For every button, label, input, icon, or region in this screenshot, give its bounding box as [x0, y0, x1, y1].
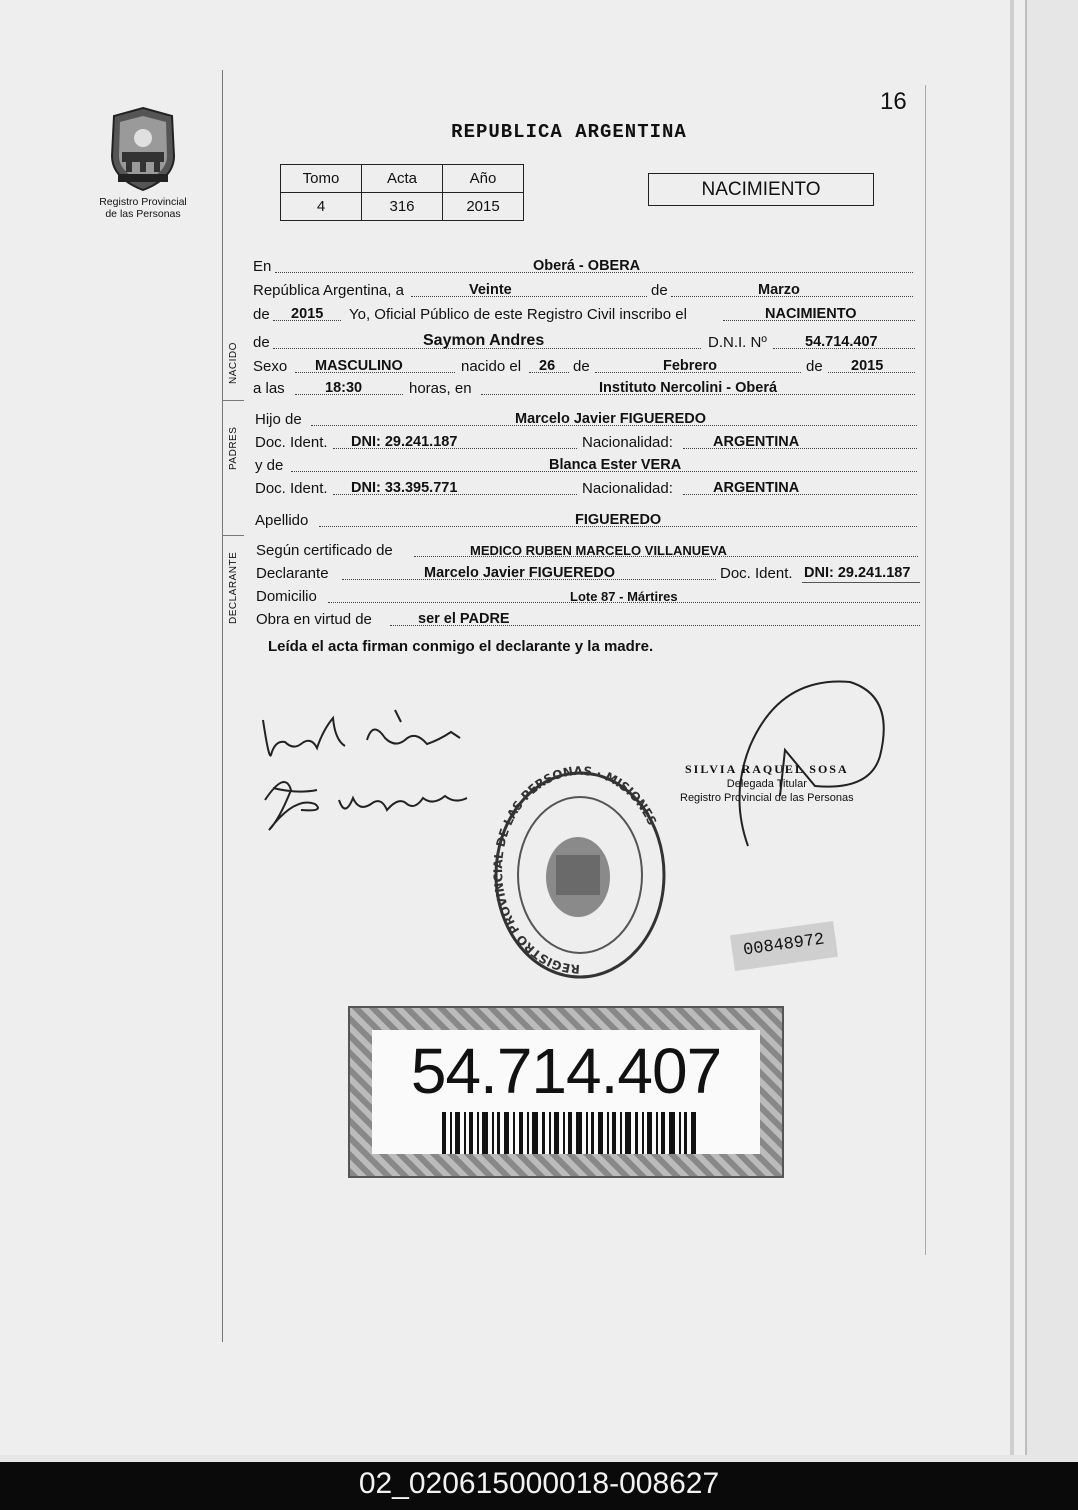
section-padres: PADRES	[228, 426, 239, 470]
field-padre: Hijo de Marcelo Javier FIGUEREDO	[255, 407, 915, 429]
field-padre-doc: Doc. Ident. DNI: 29.241.187 Nacionalidad: ARGENTINA	[255, 430, 915, 452]
field-apellido: Apellido FIGUEREDO	[255, 508, 915, 530]
closing-statement: Leída el acta firman conmigo el declarante y la madre.	[268, 638, 654, 655]
tomo-header: Tomo	[281, 165, 362, 193]
logo-caption-line1: Registro Provincial	[99, 196, 187, 208]
margin-rule	[222, 70, 223, 1342]
section-divider	[222, 400, 244, 401]
document-title: REPUBLICA ARGENTINA	[451, 121, 687, 143]
declarante-dni-value: DNI: 29.241.187	[804, 565, 911, 581]
barcode-icon	[442, 1112, 697, 1154]
anio-value: 2015	[291, 306, 324, 322]
field-hora: a las 18:30 horas, en Instituto Nercolini - Oberá	[253, 376, 913, 398]
padre-dni-value: DNI: 29.241.187	[351, 434, 458, 450]
anio-value: 2015	[443, 193, 524, 221]
declarante-value: Marcelo Javier FIGUEREDO	[424, 565, 615, 581]
mes-nacimiento-value: Febrero	[663, 358, 717, 374]
id-label	[348, 1006, 784, 1178]
official-stamp-icon	[490, 765, 670, 985]
nombre-value: Saymon Andres	[423, 332, 545, 349]
dni-value: 54.714.407	[805, 334, 878, 350]
mes-value: Marzo	[758, 282, 800, 298]
scan-id: 02_020615000018-008627	[358, 1467, 720, 1500]
dia-nacimiento-value: 26	[539, 358, 556, 374]
logo-caption-line2: de las Personas	[105, 208, 181, 220]
inscripcion-value: NACIMIENTO	[765, 306, 857, 322]
dia-value: Veinte	[469, 282, 512, 298]
acta-header: Acta	[362, 165, 443, 193]
page-edge	[1010, 0, 1014, 1455]
registry-table	[280, 164, 524, 221]
field-nombre: de Saymon Andres D.N.I. Nº 54.714.407	[253, 330, 913, 352]
certificado-value: MEDICO RUBEN MARCELO VILLANUEVA	[470, 543, 727, 558]
field-fecha: República Argentina, a Veinte de Marzo	[253, 278, 913, 300]
field-certificado: Según certificado de MEDICO RUBEN MARCELO VILLANUEVA	[256, 538, 916, 560]
registrar-office: Registro Provincial de las Personas	[680, 792, 854, 804]
tomo-value: 4	[281, 193, 362, 221]
margin-rule-right	[925, 85, 926, 1255]
padre-nacionalidad-value: ARGENTINA	[713, 434, 800, 450]
field-madre-doc: Doc. Ident. DNI: 33.395.771 Nacionalidad: ARGENTINA	[255, 476, 915, 498]
svg-text:REGISTRO PROVINCIAL DE LAS PER: REGISTRO PROVINCIAL DE LAS PERSONAS · MISIONES ·	[490, 765, 663, 977]
field-sexo: Sexo MASCULINO nacido el 26 de Febrero de 2015	[253, 354, 913, 376]
field-anio: de 2015 Yo, Oficial Público de este Registro Civil inscribo el NACIMIENTO	[253, 302, 913, 324]
madre-dni-value: DNI: 33.395.771	[351, 480, 458, 496]
parent-signatures	[255, 700, 485, 845]
acta-value: 316	[362, 193, 443, 221]
domicilio-value: Lote 87 - Mártires	[570, 589, 678, 604]
anio-header: Año	[443, 165, 524, 193]
field-declarante: Declarante Marcelo Javier FIGUEREDO Doc. Ident. DNI: 29.241.187	[256, 561, 916, 583]
field-obra: Obra en virtud de ser el PADRE	[256, 607, 916, 629]
sexo-value: MASCULINO	[315, 358, 403, 374]
apellido-value: FIGUEREDO	[575, 512, 662, 528]
lugar-nacimiento-value: Instituto Nercolini - Oberá	[599, 380, 778, 396]
field-madre: y de Blanca Ester VERA	[255, 453, 915, 475]
madre-value: Blanca Ester VERA	[549, 457, 682, 473]
lugar-value: Oberá - OBERA	[533, 258, 641, 274]
field-domicilio: Domicilio Lote 87 - Mártires	[256, 584, 916, 606]
madre-nacionalidad-value: ARGENTINA	[713, 480, 800, 496]
document-type-box: NACIMIENTO	[648, 173, 874, 206]
id-label-number: 54.714.407	[410, 1035, 722, 1107]
padre-value: Marcelo Javier FIGUEREDO	[515, 411, 706, 427]
registrar-name: SILVIA RAQUEL SOSA	[685, 762, 849, 776]
anio-nacimiento-value: 2015	[851, 358, 884, 374]
provincial-seal-icon	[104, 106, 182, 192]
page-number: 16	[880, 88, 907, 115]
section-divider	[222, 535, 244, 536]
hora-value: 18:30	[325, 380, 363, 396]
serial-number: 00848972	[730, 921, 838, 971]
registrar-block	[680, 762, 854, 805]
field-en: En Oberá - OBERA	[253, 254, 913, 276]
obra-value: ser el PADRE	[418, 611, 510, 627]
section-declarante: DECLARANTE	[228, 551, 239, 624]
section-nacido: NACIDO	[228, 342, 239, 384]
registrar-title: Delegada Titular	[726, 778, 807, 790]
